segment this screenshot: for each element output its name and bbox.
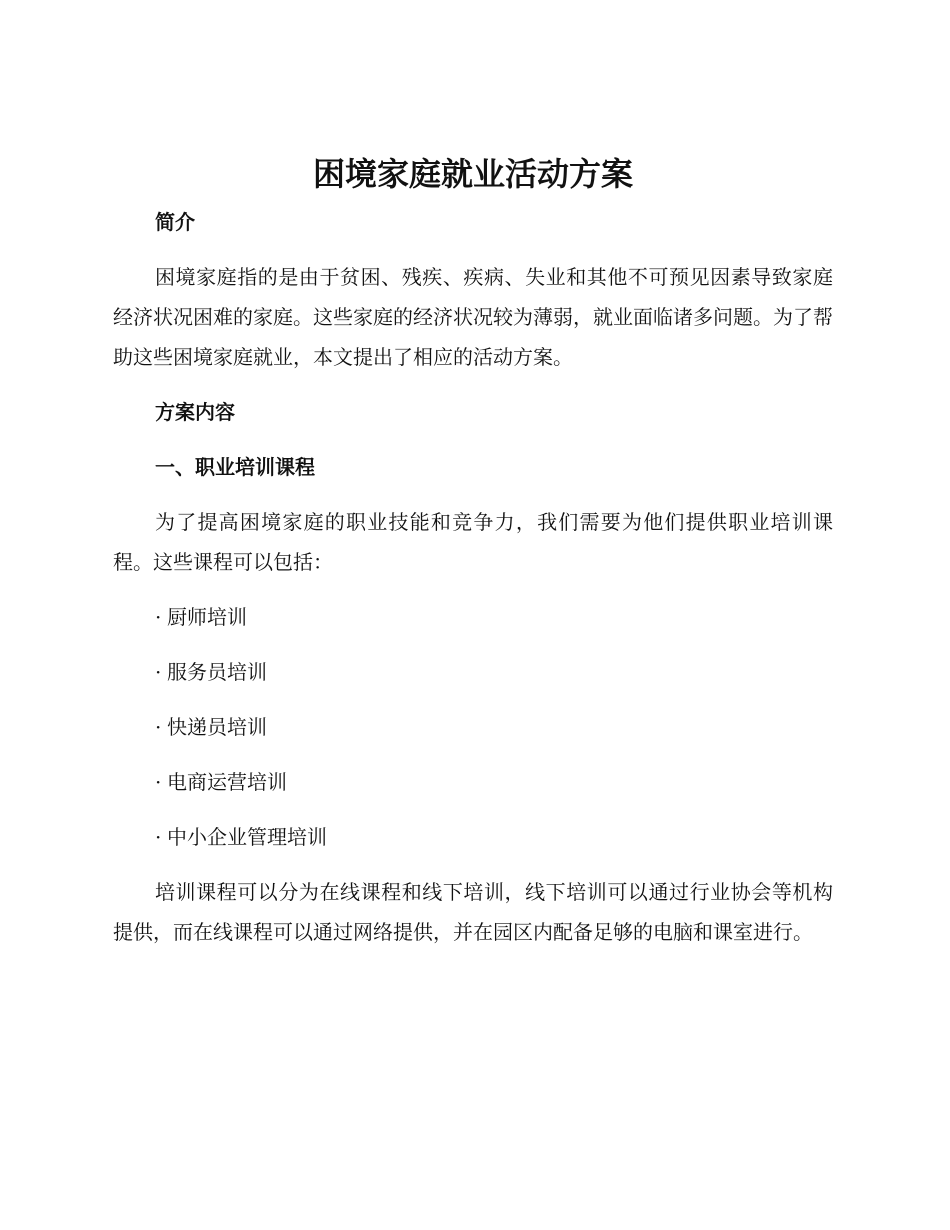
course-label: 电商运营培训 xyxy=(167,770,287,794)
course-label: 快递员培训 xyxy=(167,715,267,739)
document-title: 困境家庭就业活动方案 xyxy=(312,155,633,193)
plan-heading: 方案内容 xyxy=(155,400,235,424)
bullet-marker: · xyxy=(155,605,162,629)
training-intro-paragraph: 为了提高困境家庭的职业技能和竞争力，我们需要为他们提供职业培训课程。这些课程可以包括： xyxy=(113,510,833,574)
list-item xyxy=(113,707,833,747)
document-body xyxy=(113,150,833,967)
list-item xyxy=(113,817,833,857)
bullet-marker: · xyxy=(155,660,162,684)
training-heading: 一、职业培训课程 xyxy=(155,455,315,479)
list-item xyxy=(113,762,833,802)
bullet-marker: · xyxy=(155,770,162,794)
list-item xyxy=(113,597,833,637)
course-label: 厨师培训 xyxy=(167,605,247,629)
list-item xyxy=(113,652,833,692)
bullet-marker: · xyxy=(155,715,162,739)
bullet-marker: · xyxy=(155,825,162,849)
course-label: 中小企业管理培训 xyxy=(167,825,327,849)
intro-paragraph: 困境家庭指的是由于贫困、残疾、疾病、失业和其他不可预见因素导致家庭经济状况困难的家庭。这些家庭的经济状况较为薄弱，就业面临诸多问题。为了帮助这些困境家庭就业，本文提出了相应的活动方案。 xyxy=(113,265,833,369)
intro-heading: 简介 xyxy=(155,210,195,234)
course-list xyxy=(113,597,833,857)
training-detail-paragraph: 培训课程可以分为在线课程和线下培训，线下培训可以通过行业协会等机构提供，而在线课程可以通过网络提供，并在园区内配备足够的电脑和课室进行。 xyxy=(113,880,833,944)
course-label: 服务员培训 xyxy=(167,660,267,684)
